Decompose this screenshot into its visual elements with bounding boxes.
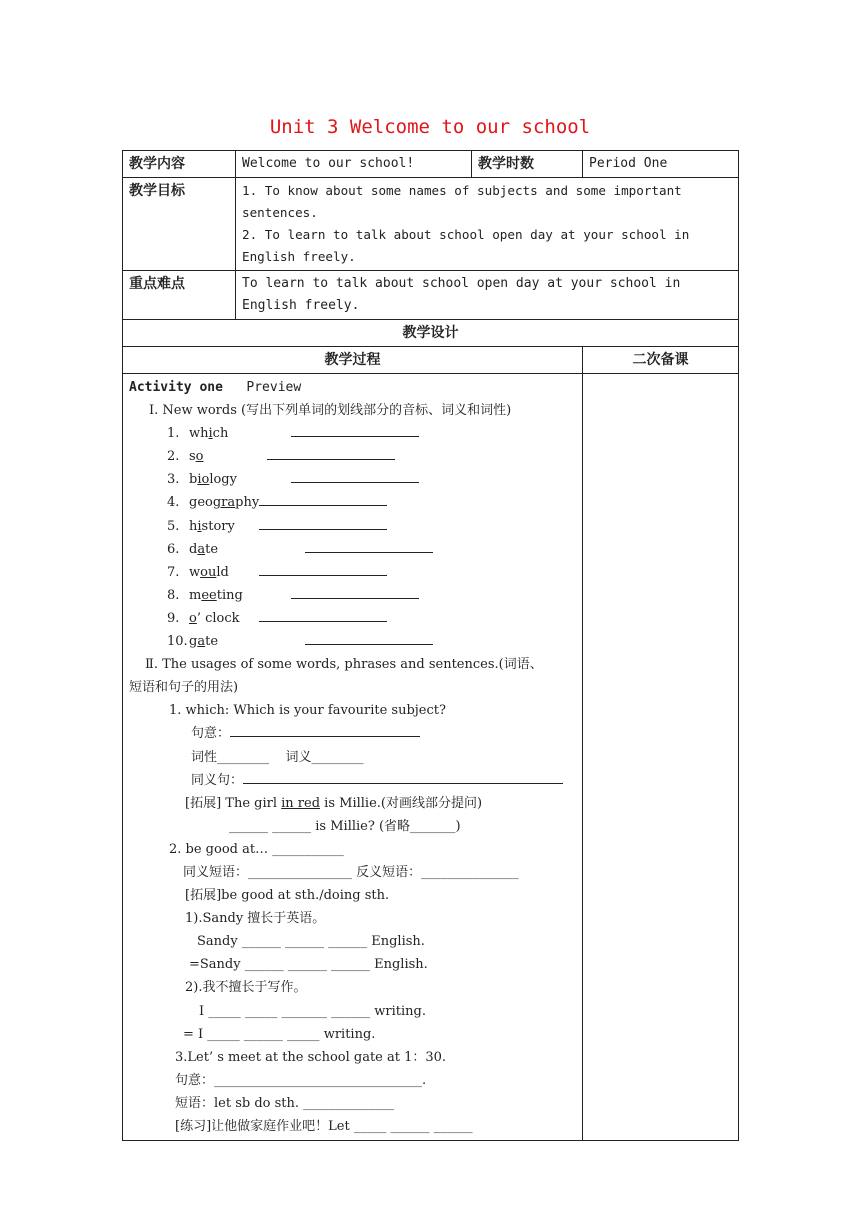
key-points-label: 重点难点 [123, 271, 236, 320]
section-1-heading: Ⅰ. New words (写出下列单词的划线部分的音标、词义和词性) [149, 403, 512, 419]
word-answer-blank[interactable] [291, 422, 419, 437]
q1-synonym [129, 769, 576, 792]
design-label: 教学设计 [123, 320, 739, 347]
word-number: 9. [167, 610, 180, 626]
word-text: history [189, 518, 235, 534]
word-item [129, 468, 576, 491]
goal-2: 2. To learn to talk about school open day at your school in English freely. [242, 227, 690, 264]
word-text: o’ clock [189, 610, 240, 626]
q2-example-1b: =Sandy ______ ______ ______ English. [189, 957, 428, 973]
word-text: date [189, 541, 219, 557]
word-item [129, 538, 576, 561]
q1-ext-pre: [拓展] The girl [185, 795, 282, 811]
word-text: geography [189, 495, 260, 511]
activity-subtitle: Preview [246, 380, 302, 395]
q2-example-2a: I _____ _____ _______ ______ writing. [199, 1003, 427, 1019]
word-number: 3. [167, 472, 180, 488]
q3-practice: [练习]让他做家庭作业吧！Let _____ ______ ______ [175, 1119, 473, 1134]
word-number: 2. [167, 449, 180, 465]
word-number: 6. [167, 541, 180, 557]
key-points-value: To learn to talk about school open day at your school in English freely. [236, 271, 739, 320]
section-2-heading-a: Ⅱ. The usages of some words, phrases and sentences.(词语、 [145, 657, 543, 673]
time-label: 教学时数 [472, 151, 583, 178]
content-value: Welcome to our school! [236, 151, 472, 178]
q3-phrase: 短语：let sb do sth. ______________ [175, 1095, 395, 1111]
q2-example-1: 1).Sandy 擅长于英语。 [185, 911, 326, 927]
q2-example-2b: = I _____ ______ _____ writing. [183, 1026, 376, 1042]
word-number: 10. [167, 634, 188, 650]
q1-meaning-label: 句意： [191, 726, 231, 742]
goals-cell [236, 178, 739, 271]
process-content [123, 374, 583, 1141]
process-label: 教学过程 [123, 347, 583, 374]
word-text: meeting [189, 587, 243, 603]
word-item [129, 422, 576, 445]
word-number: 7. [167, 564, 180, 580]
word-item [129, 630, 576, 653]
word-number: 1. [167, 426, 180, 442]
goal-1: 1. To know about some names of subjects and some important sentences. [242, 183, 682, 220]
q2-example-2: 2).我不擅长于写作。 [185, 980, 307, 996]
q1-syn-label: 同义句： [191, 772, 244, 788]
word-answer-blank[interactable] [259, 515, 387, 530]
word-answer-blank[interactable] [305, 630, 433, 645]
q3-text: 3.Let’ s meet at the school gate at 1：30. [175, 1049, 447, 1065]
word-number: 8. [167, 587, 180, 603]
activity-title: Activity one [129, 380, 223, 395]
word-number: 5. [167, 518, 180, 534]
word-text: so [189, 449, 204, 465]
q1-pos: 词性________ [191, 749, 270, 765]
q2-example-1a: Sandy ______ ______ ______ English. [197, 934, 425, 950]
document-title: Unit 3 Welcome to our school [269, 116, 591, 138]
word-answer-blank[interactable] [267, 445, 395, 460]
time-value: Period One [583, 151, 739, 178]
content-label: 教学内容 [123, 151, 236, 178]
q1-syn-blank[interactable] [243, 769, 563, 784]
q1-text: 1. which: Which is your favourite subject? [169, 703, 446, 719]
word-list [129, 422, 576, 653]
word-answer-blank[interactable] [305, 538, 433, 553]
word-item [129, 515, 576, 538]
notes-column [583, 374, 739, 1141]
q1-meaning [129, 722, 576, 745]
word-text: gate [189, 634, 219, 650]
q1-extension [129, 792, 576, 815]
q2-synonyms: 同义短语：________________ 反义短语：_______________ [183, 864, 519, 880]
q1-def: 词义________ [285, 749, 364, 765]
q1-ext-post: is Millie.(对画线部分提问) [320, 795, 483, 811]
q1-pos-def [129, 746, 576, 769]
word-number: 4. [167, 495, 180, 511]
q1-meaning-blank[interactable] [230, 722, 420, 737]
lesson-plan-table [122, 150, 739, 1141]
notes-label: 二次备课 [583, 347, 739, 374]
activity-heading [129, 376, 576, 399]
word-item [129, 607, 576, 630]
word-answer-blank[interactable] [291, 468, 419, 483]
q3-meaning: 句意：________________________________. [175, 1072, 427, 1088]
word-text: biology [189, 472, 237, 488]
word-answer-blank[interactable] [259, 561, 387, 576]
section-2-heading-b: 短语和句子的用法) [129, 680, 239, 696]
word-answer-blank[interactable] [259, 491, 387, 506]
q2-extension: [拓展]be good at sth./doing sth. [185, 888, 390, 904]
word-item [129, 584, 576, 607]
goals-label: 教学目标 [123, 178, 236, 271]
q1-ext-underlined: in red [281, 795, 321, 811]
word-item [129, 561, 576, 584]
word-text: which [189, 426, 229, 442]
word-item [129, 445, 576, 468]
word-answer-blank[interactable] [259, 607, 387, 622]
q2-text: 2. be good at… ___________ [169, 841, 344, 857]
word-item [129, 491, 576, 514]
q1-ext-answer: ______ ______ is Millie? (省略_______) [229, 818, 461, 834]
word-text: would [189, 564, 229, 580]
word-answer-blank[interactable] [291, 584, 419, 599]
